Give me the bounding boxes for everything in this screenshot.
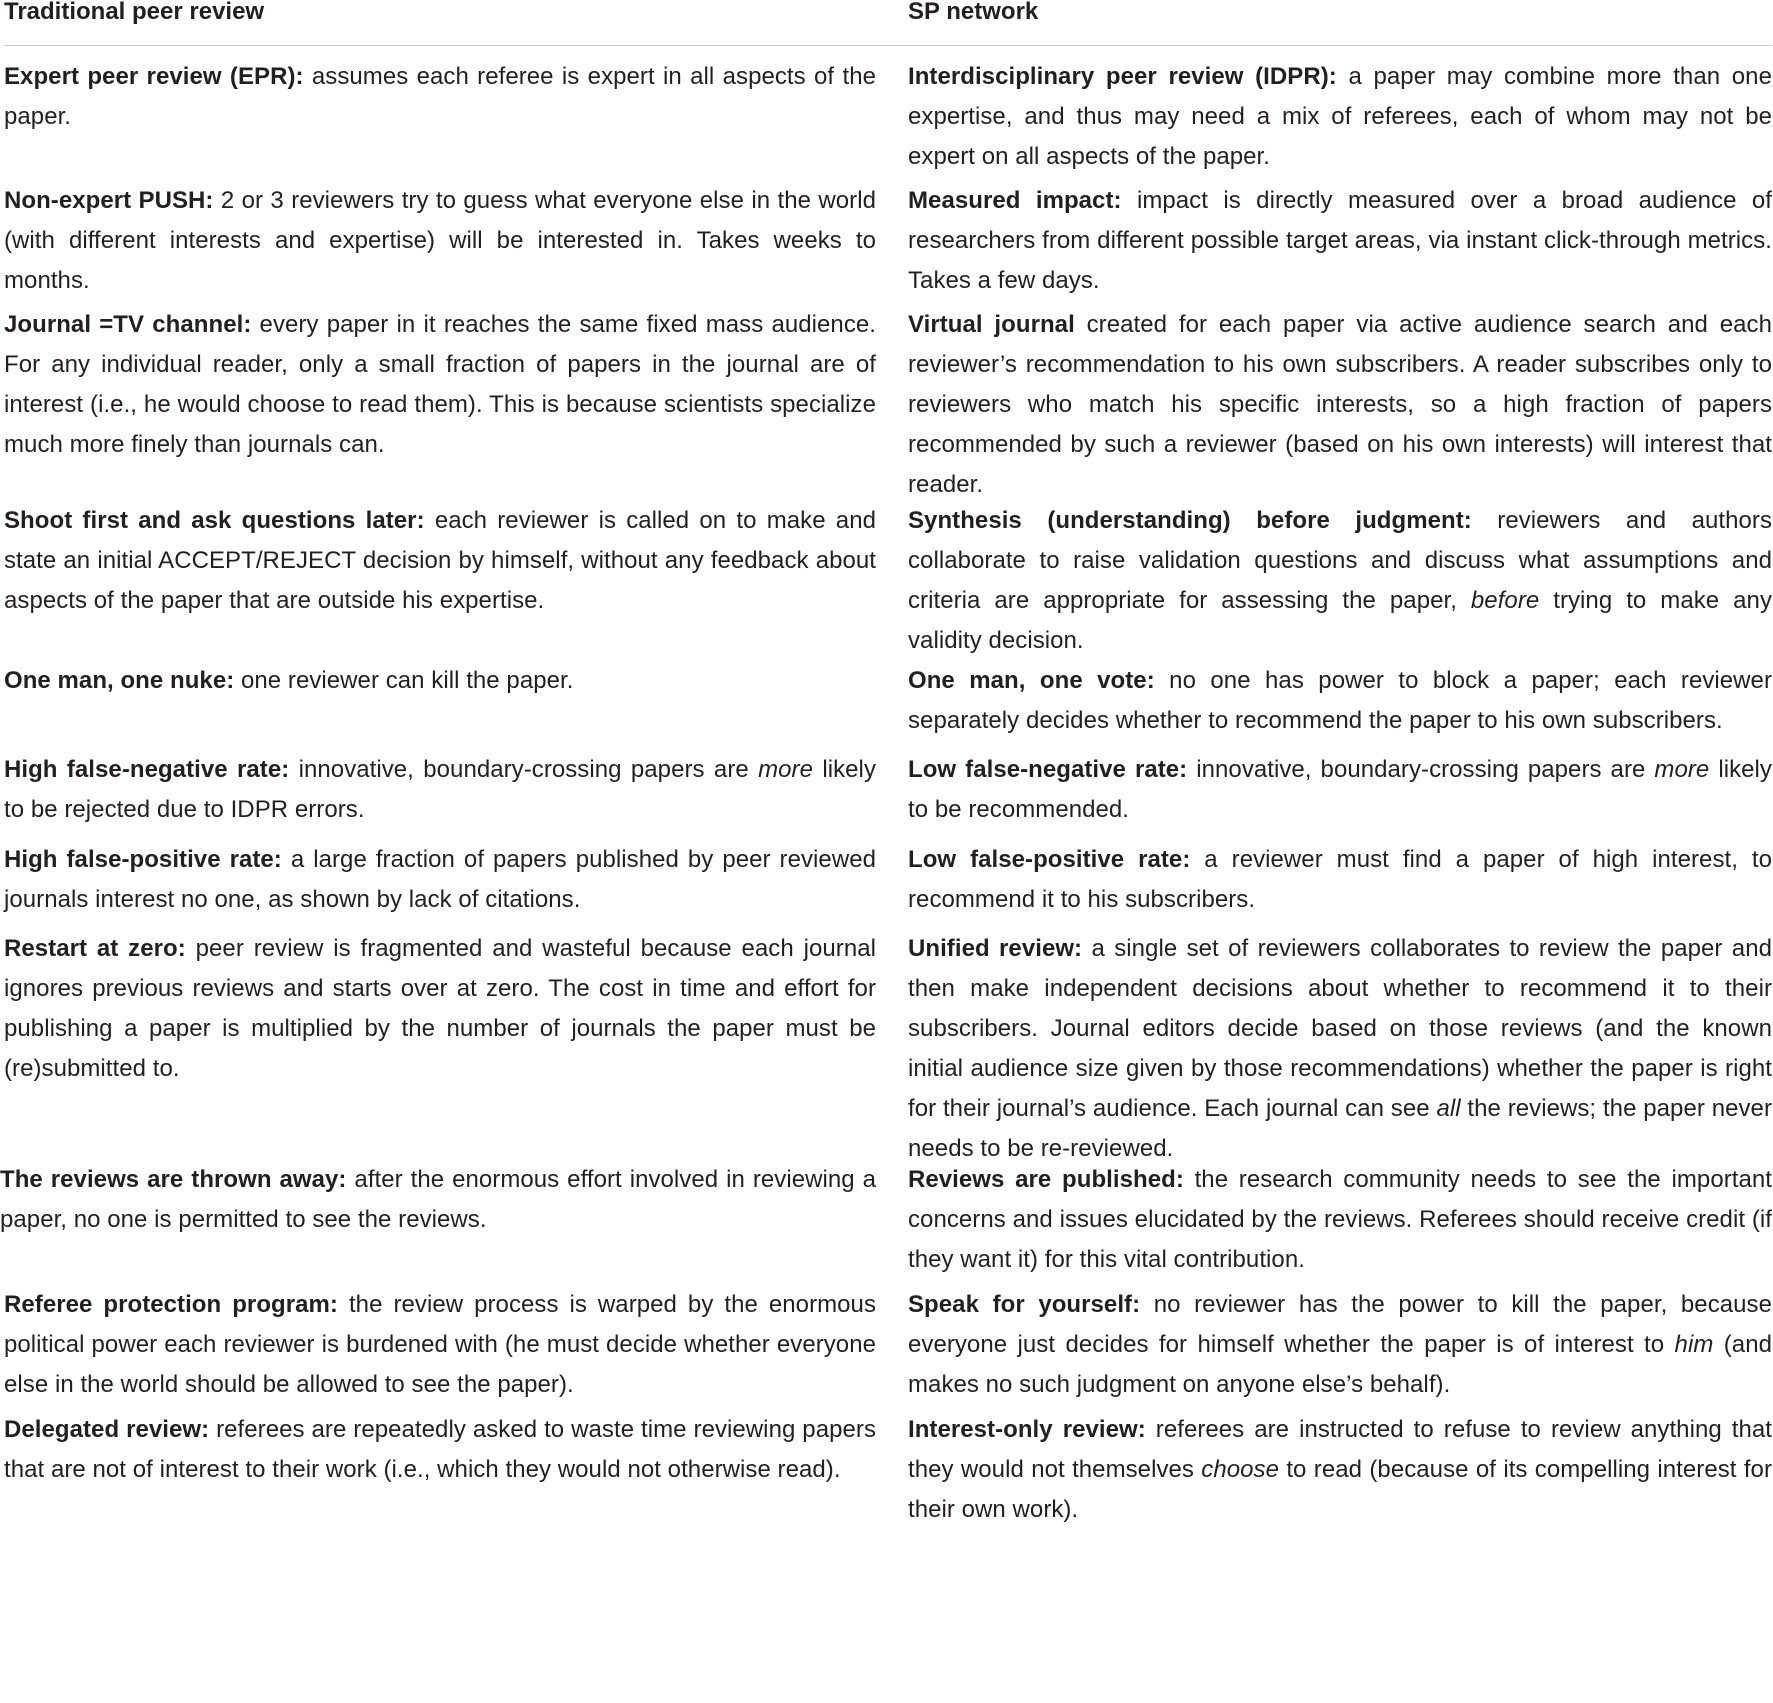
- row-term: One man, one nuke:: [4, 667, 235, 694]
- row-text: no one has power to block a paper; each reviewer separately decides whether to recommend the paper to his own subscribers.: [908, 667, 1772, 734]
- row-right-cell: [908, 1285, 1772, 1405]
- row-term: Shoot first and ask questions later:: [4, 507, 425, 534]
- row-term: Unified review:: [908, 935, 1083, 962]
- row-left-cell: [4, 501, 876, 661]
- row-text: impact is directly measured over a broad audience of researchers from different possible target areas, via instant click-through metrics. Takes a few days.: [908, 187, 1772, 294]
- row-left-cell: [4, 840, 876, 920]
- header-sp-network: SP network: [908, 0, 1039, 25]
- table-row: [4, 661, 1772, 741]
- row-term: Interdisciplinary peer review (IDPR):: [908, 63, 1337, 90]
- row-right-cell: [908, 661, 1772, 741]
- row-text: the research community needs to see the important concerns and issues elucidated by the reviews. Referees should receive credit (if they want it) for this vital contribution.: [908, 1166, 1772, 1273]
- row-text: reviewers and authors collaborate to raise validation questions and discuss what assumptions and criteria are appropriate for assessing the paper,: [908, 507, 1772, 614]
- row-left-cell: [4, 181, 876, 301]
- row-text: a single set of reviewers collaborates to review the paper and then make independent decisions about whether to recommend it to their subscribers. Journal editors decide based on those reviews (and the known initial audience size given by those recommendations) whether the paper is right for their journal’s audience. Each journal can see: [908, 935, 1772, 1122]
- row-right-cell: [908, 929, 1772, 1169]
- row-term: Low false-positive rate:: [908, 846, 1191, 873]
- row-text: 2 or 3 reviewers try to guess what everyone else in the world (with different interests and expertise) will be interested in. Takes weeks to months.: [4, 187, 877, 294]
- row-term: Restart at zero:: [4, 935, 186, 962]
- row-emphasis: more: [1654, 756, 1710, 783]
- table-row: [4, 501, 1772, 661]
- row-text: referees are repeatedly asked to waste time reviewing papers that are not of interest to their work (i.e., which they would not otherwise read).: [4, 1416, 876, 1483]
- table-row: [4, 1410, 1772, 1530]
- row-right-cell: [908, 840, 1772, 920]
- row-term: Delegated review:: [4, 1416, 210, 1443]
- table-row: [4, 840, 1772, 920]
- row-left-cell: [4, 1410, 876, 1530]
- row-emphasis: all: [1436, 1095, 1461, 1122]
- row-text: a paper may combine more than one expertise, and thus may need a mix of referees, each of whom may not be expert on all aspects of the paper.: [908, 63, 1772, 170]
- row-right-cell: [908, 57, 1772, 177]
- row-term: Virtual journal: [908, 311, 1075, 338]
- row-text: innovative, boundary-crossing papers are: [1187, 756, 1655, 783]
- row-emphasis: him: [1674, 1331, 1714, 1358]
- row-term: Low false-negative rate:: [908, 756, 1188, 783]
- row-right-cell: [908, 501, 1772, 661]
- row-left-cell: [4, 1285, 876, 1405]
- table-row: [4, 750, 1772, 830]
- row-left-cell: [4, 929, 876, 1169]
- row-left-cell: [4, 661, 876, 741]
- row-term: Speak for yourself:: [908, 1291, 1141, 1318]
- row-left-cell: [4, 305, 876, 505]
- row-text: the reviews; the paper never needs to be re-reviewed.: [908, 1095, 1772, 1162]
- row-term: Non-expert PUSH:: [4, 187, 214, 214]
- table-header-row: [4, 0, 1772, 46]
- row-text: every paper in it reaches the same fixed mass audience. For any individual reader, only a small fraction of papers in the journal are of interest (i.e., he would choose to read them). This is because scientists specialize much more finely than journals can.: [4, 311, 876, 458]
- row-emphasis: before: [1470, 587, 1540, 614]
- row-text: after the enormous effort involved in reviewing a paper, no one is permitted to see the reviews.: [0, 1166, 877, 1233]
- row-text: each reviewer is called on to make and state an initial ACCEPT/REJECT decision by himself, without any feedback about aspects of the paper that are outside his expertise.: [4, 507, 876, 614]
- row-term: Synthesis (understanding) before judgment:: [908, 507, 1472, 534]
- row-emphasis: choose: [1201, 1456, 1279, 1483]
- row-text: a reviewer must find a paper of high interest, to recommend it to his subscribers.: [908, 846, 1772, 913]
- row-right-cell: [908, 750, 1772, 830]
- table-row: [4, 1285, 1772, 1405]
- row-right-cell: [908, 1160, 1772, 1280]
- row-right-cell: [908, 305, 1772, 505]
- table-row: [4, 929, 1772, 1169]
- row-text: likely to be rejected due to IDPR errors.: [4, 756, 876, 823]
- row-term: High false-negative rate:: [4, 756, 290, 783]
- row-text: the review process is warped by the enormous political power each reviewer is burdened with (he must decide whether everyone else in the world should be allowed to see the paper).: [4, 1291, 876, 1398]
- row-term: High false-positive rate:: [4, 846, 282, 873]
- row-text: likely to be recommended.: [908, 756, 1772, 823]
- row-text: trying to make any validity decision.: [908, 587, 1772, 654]
- table-row: [4, 181, 1772, 301]
- row-text: innovative, boundary-crossing papers are: [289, 756, 759, 783]
- row-term: Journal =TV channel:: [4, 311, 252, 338]
- row-left-cell: [4, 750, 876, 830]
- row-term: Measured impact:: [908, 187, 1122, 214]
- row-text: (and makes no such judgment on anyone else’s behalf).: [908, 1331, 1772, 1398]
- row-term: Interest-only review:: [908, 1416, 1146, 1443]
- row-term: One man, one vote:: [908, 667, 1155, 694]
- row-text: referees are instructed to refuse to review anything that they would not themselves: [908, 1416, 1772, 1483]
- row-emphasis: more: [758, 756, 813, 783]
- table-row: [4, 305, 1772, 505]
- table-row: [4, 57, 1772, 177]
- row-text: created for each paper via active audience search and each reviewer’s recommendation to his own subscribers. A reader subscribes only to reviewers who match his specific interests, so a high fraction of papers recommended by such a reviewer (based on his own interests) will interest that reader.: [908, 311, 1773, 498]
- row-left-cell: [0, 1160, 876, 1280]
- row-text: assumes each referee is expert in all aspects of the paper.: [4, 63, 876, 130]
- row-term: The reviews are thrown away:: [0, 1166, 347, 1193]
- row-term: Reviews are published:: [908, 1166, 1184, 1193]
- header-traditional-peer-review: Traditional peer review: [4, 0, 265, 25]
- row-term: Expert peer review (EPR):: [4, 63, 304, 90]
- row-text: a large fraction of papers published by peer reviewed journals interest no one, as shown by lack of citations.: [4, 846, 876, 913]
- table-row: [0, 1160, 1772, 1280]
- row-right-cell: [908, 181, 1772, 301]
- row-text: no reviewer has the power to kill the paper, because everyone just decides for himself whether the paper is of interest to: [908, 1291, 1772, 1358]
- row-right-cell: [908, 1410, 1772, 1530]
- row-text: one reviewer can kill the paper.: [234, 667, 574, 694]
- row-text: to read (because of its compelling interest for their own work).: [908, 1456, 1772, 1523]
- row-left-cell: [4, 57, 876, 177]
- row-term: Referee protection program:: [4, 1291, 338, 1318]
- row-text: peer review is fragmented and wasteful because each journal ignores previous reviews and starts over at zero. The cost in time and effort for publishing a paper is multiplied by the number of journals the paper must be (re)submitted to.: [4, 935, 876, 1082]
